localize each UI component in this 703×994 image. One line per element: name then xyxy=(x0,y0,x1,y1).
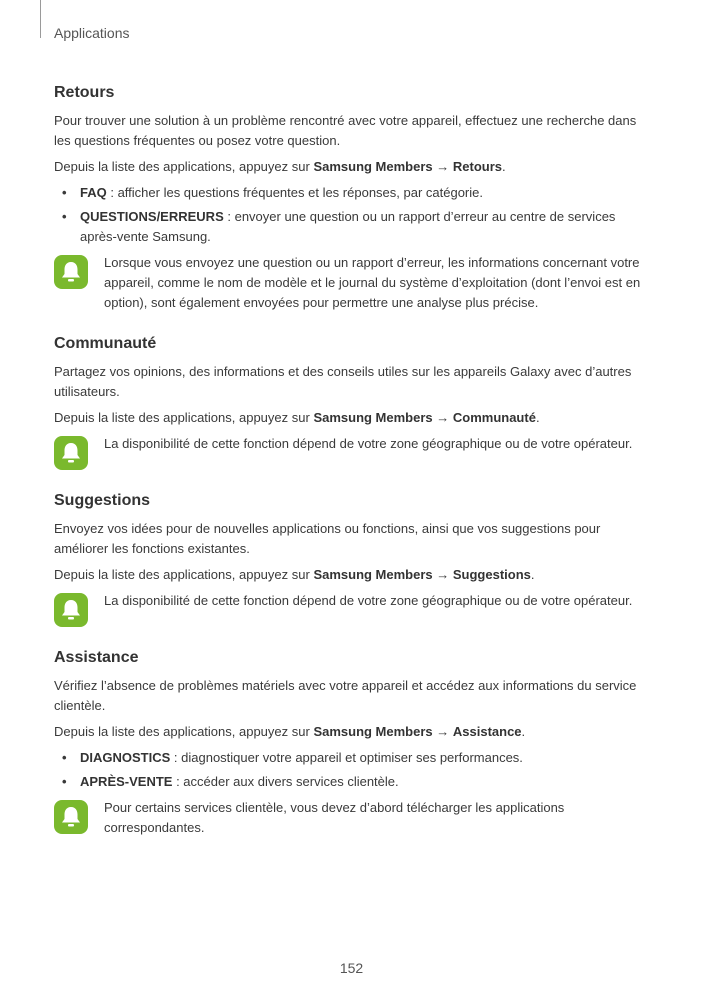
page-content xyxy=(54,82,654,858)
path-target: Assistance xyxy=(452,724,522,739)
path-prefix: Depuis la liste des applications, appuyez sur xyxy=(54,724,314,739)
bell-icon xyxy=(54,800,88,834)
section-title: Communauté xyxy=(54,335,157,352)
path-app: Samsung Members xyxy=(313,724,433,739)
note-box xyxy=(54,253,654,313)
header-title: Applications xyxy=(54,25,130,41)
bullet-term: APRÈS-VENTE xyxy=(80,774,173,789)
path-arrow: → xyxy=(432,159,453,174)
list-item xyxy=(54,207,654,247)
section-intro: Envoyez vos idées pour de nouvelles applications ou fonctions, ainsi que vos suggestions pour améliorer les fonctions existantes. xyxy=(54,521,601,556)
path-arrow: → xyxy=(432,567,453,582)
section-communaute xyxy=(54,333,654,470)
path-end: . xyxy=(535,410,540,425)
bullet: • xyxy=(62,209,67,224)
bullet-list xyxy=(54,183,654,247)
list-item xyxy=(54,748,654,768)
bullet-term: QUESTIONS/ERREURS xyxy=(80,209,224,224)
bullet-text: : afficher les questions fréquentes et les réponses, par catégorie. xyxy=(106,185,483,200)
bell-icon xyxy=(54,436,88,470)
section-title: Suggestions xyxy=(54,492,151,509)
page-number: 152 xyxy=(339,960,364,976)
note-text: La disponibilité de cette fonction dépend de votre zone géographique ou de votre opérateur. xyxy=(104,436,633,451)
path-target: Suggestions xyxy=(452,567,531,582)
bullet-text: : envoyer une question ou un rapport d’erreur au centre de services après-vente Samsung. xyxy=(80,209,616,244)
section-suggestions xyxy=(54,490,654,627)
list-item xyxy=(54,772,654,792)
bullet-term: DIAGNOSTICS xyxy=(80,750,171,765)
note-box xyxy=(54,798,654,838)
note-text: Pour certains services clientèle, vous devez d’abord télécharger les applications correspondantes. xyxy=(104,800,565,835)
section-retours xyxy=(54,82,654,313)
bell-icon xyxy=(54,593,88,627)
path-prefix: Depuis la liste des applications, appuyez sur xyxy=(54,567,314,582)
section-intro: Pour trouver une solution à un problème rencontré avec votre appareil, effectuez une recherche dans les questions fréquentes ou posez votre question. xyxy=(54,113,637,148)
note-text: La disponibilité de cette fonction dépend de votre zone géographique ou de votre opérateur. xyxy=(104,593,633,608)
section-intro: Partagez vos opinions, des informations et des conseils utiles sur les appareils Galaxy avec d’autres utilisateurs. xyxy=(54,364,632,399)
path-app: Samsung Members xyxy=(313,159,433,174)
navigation-path xyxy=(54,408,654,428)
path-app: Samsung Members xyxy=(313,567,433,582)
bell-icon xyxy=(54,255,88,289)
bullet: • xyxy=(62,750,67,765)
navigation-path xyxy=(54,565,654,585)
bullet: • xyxy=(62,185,67,200)
path-end: . xyxy=(502,159,506,174)
note-box xyxy=(54,434,654,470)
navigation-path xyxy=(54,722,654,742)
path-target: Communauté xyxy=(452,410,536,425)
path-arrow: → xyxy=(432,410,453,425)
path-target: Retours xyxy=(452,159,502,174)
path-end: . xyxy=(521,724,526,739)
bullet-text: : diagnostiquer votre appareil et optimiser ses performances. xyxy=(170,750,523,765)
section-assistance xyxy=(54,647,654,838)
path-prefix: Depuis la liste des applications, appuyez sur xyxy=(54,159,314,174)
bullet-text: : accéder aux divers services clientèle. xyxy=(172,774,399,789)
navigation-path xyxy=(54,157,654,177)
section-title: Retours xyxy=(54,84,115,101)
note-box xyxy=(54,591,654,627)
bullet: • xyxy=(62,774,67,789)
path-prefix: Depuis la liste des applications, appuyez sur xyxy=(54,410,314,425)
list-item xyxy=(54,183,654,203)
section-intro: Vérifiez l’absence de problèmes matériels avec votre appareil et accédez aux informations du service clientèle. xyxy=(54,678,637,713)
path-arrow: → xyxy=(432,724,453,739)
header-divider xyxy=(40,0,41,38)
path-app: Samsung Members xyxy=(313,410,433,425)
bullet-list xyxy=(54,748,654,792)
path-end: . xyxy=(530,567,535,582)
bullet-term: FAQ xyxy=(80,185,107,200)
section-title: Assistance xyxy=(54,649,139,666)
note-text: Lorsque vous envoyez une question ou un rapport d’erreur, les informations concernant votre appareil, comme le nom de modèle et le journal du système d’exploitation (dont l’envoi est en option), sont également envoyées pour permettre une analyse plus précise. xyxy=(104,255,641,310)
